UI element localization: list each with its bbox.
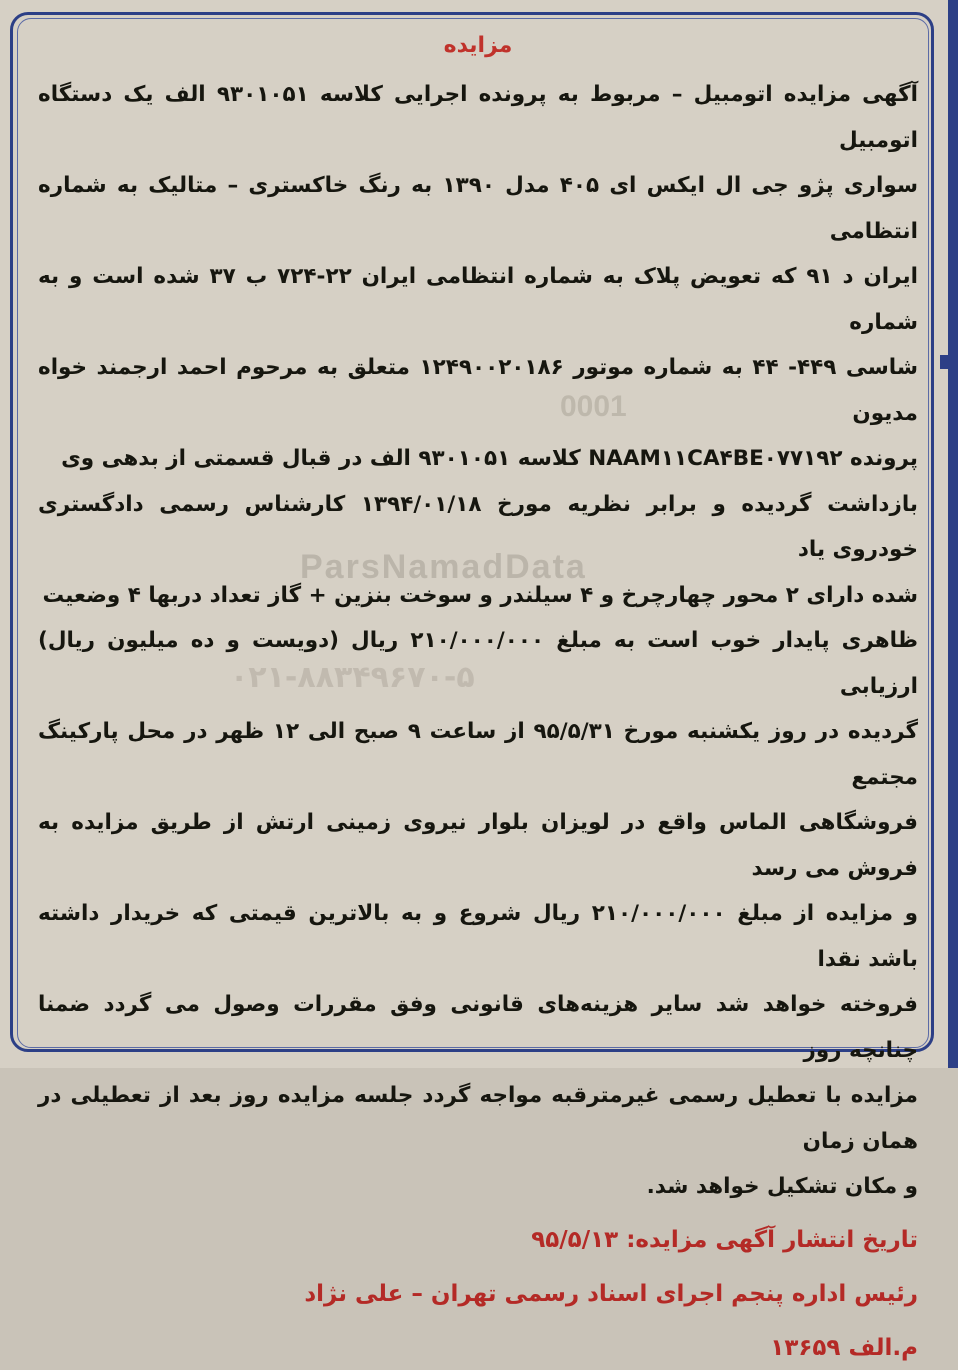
right-edge-tab (940, 355, 952, 369)
notice-title: مزایده (443, 33, 513, 58)
reference-code: م.الف ۱۳۶۵۹ (770, 1334, 918, 1361)
watermark-number: 0001 (560, 390, 627, 423)
notice-content (38, 26, 918, 1370)
watermark-brand: ParsNamadData (300, 548, 587, 586)
notice-body: آگهی مزایده اتومبیل – مربوط به پرونده اجرایی کلاسه ۹۳۰۱۰۵۱ الف یک دستگاه اتومبیل سواری پژو جی ال ایکس ای ۴۰۵ مدل ۱۳۹۰ به رنگ خاکستری – متالیک به شماره انتظامی ایران د ۹۱ که تعویض پلاک به شماره انتظامی ایران ۲۲-۷۲۴ ب ۳۷ شده است و به شماره شاسی ۴۴۹- ۴۴ به شماره موتور ۱۲۴۹۰۰۲۰۱۸۶ متعلق به مرحوم احمد ارجمند خواه مدیون پرونده NAAM۱۱CA۴BE۰۷۷۱۹۲ کلاسه ۹۳۰۱۰۵۱ الف در قبال قسمتی از بدهی وی بازداشت گردیده و برابر نظریه مورخ ۱۳۹۴/۰۱/۱۸ کارشناس رسمی دادگستری خودروی یاد شده دارای ۲ محور چهارچرخ و ۴ سیلندر و سوخت بنزین + گاز تعداد دربها ۴ وضعیت ظاهری پایدار خوب است به مبلغ ۲۱۰/۰۰۰/۰۰۰ ریال (دویست و ده میلیون ریال) ارزیابی گردیده در روز یکشنبه مورخ ۹۵/۵/۳۱ از ساعت ۹ صبح الی ۱۲ ظهر در محل پارکینگ مجتمع فروشگاهی الماس واقع در لویزان بلوار نیروی زمینی ارتش از طریق مزایده به فروش می رسد و مزایده از مبلغ ۲۱۰/۰۰۰/۰۰۰ ریال شروع و به بالاترین قیمتی که خریدار داشته باشد نقدا فروخته خواهد شد سایر هزینه‌های قانونی وفق مقررات وصول می گردد ضمنا چنانچه روز مزایده با تعطیل رسمی غیرمترقبه مواجه گردد جلسه مزایده روز بعد از تعطیلی در همان زمان و مکان تشکیل خواهد شد. (38, 82, 919, 1199)
publish-date: تاریخ انتشار آگهی مزایده: ۹۵/۵/۱۳ (531, 1226, 918, 1253)
right-edge-bar (948, 0, 958, 1068)
watermark-phone: ۰۲۱-۸۸۳۴۹۶۷۰-۵ (230, 660, 475, 695)
signature-line: رئیس اداره پنجم اجرای اسناد رسمی تهران – علی نژاد (304, 1280, 918, 1307)
